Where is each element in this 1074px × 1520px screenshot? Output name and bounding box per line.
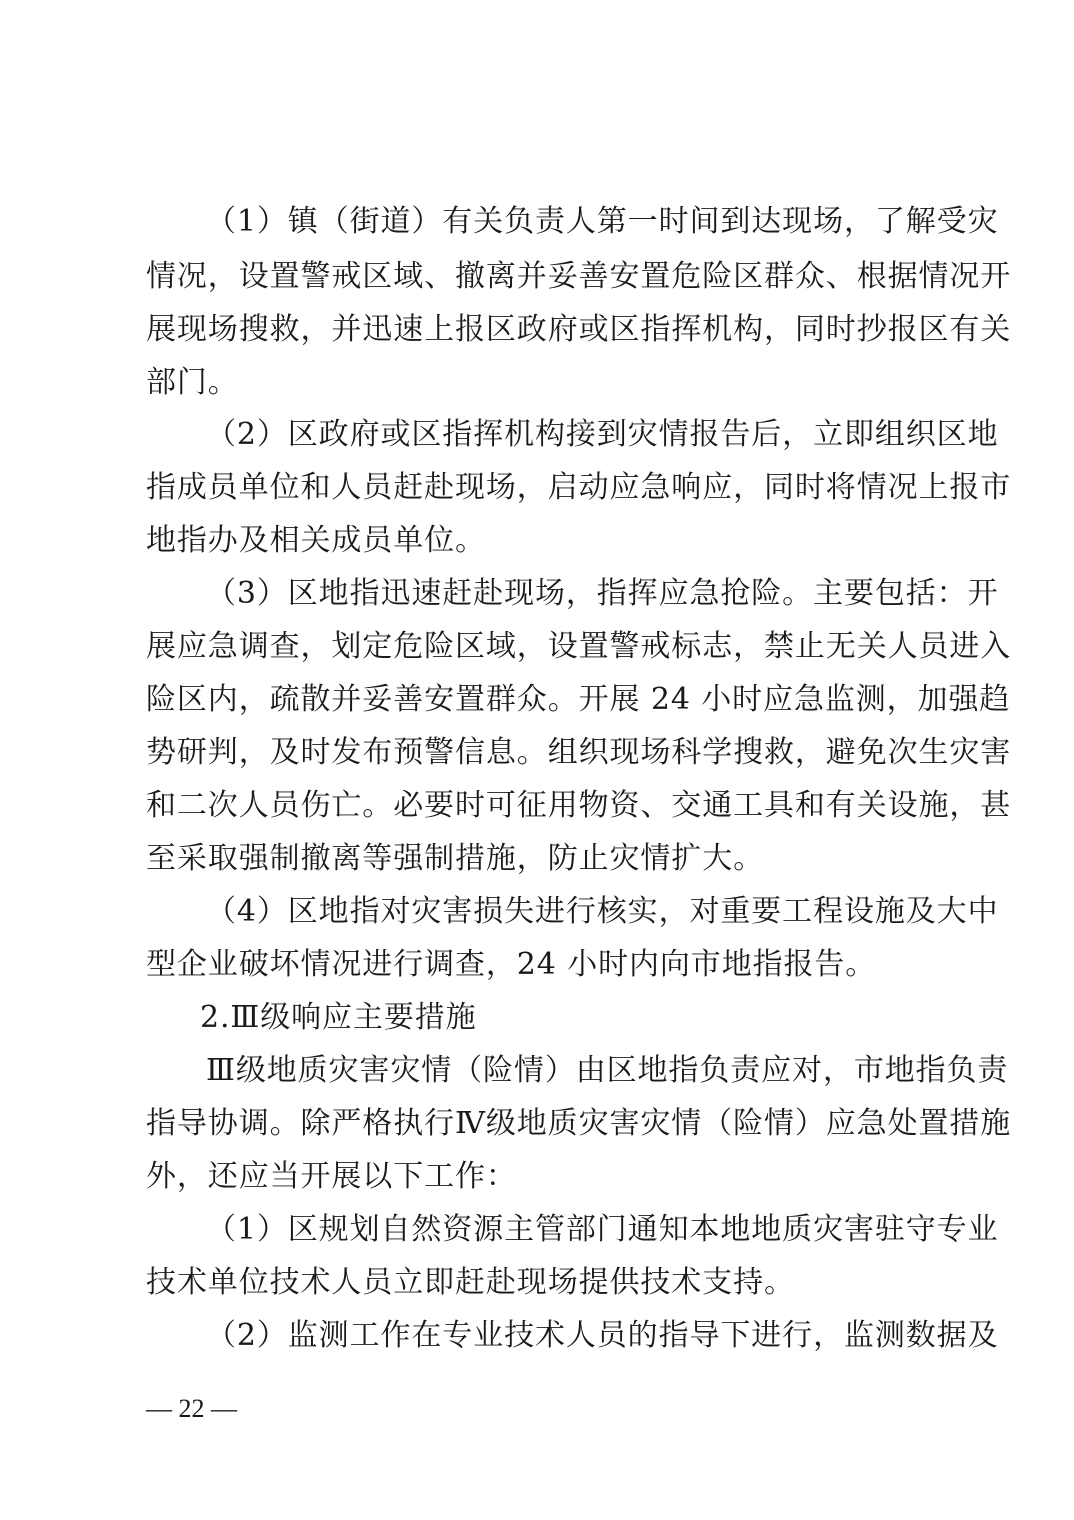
text-line: 技术单位技术人员立即赶赴现场提供技术支持。 <box>146 1265 795 1300</box>
text-line: 情况，设置警戒区域、撤离并妥善安置危险区群众、根据情况开 <box>146 259 1012 294</box>
text-line: （3）区地指迅速赶赴现场，指挥应急抢险。主要包括：开 <box>206 576 999 611</box>
text-line: 外，还应当开展以下工作： <box>146 1159 517 1194</box>
text-line: （1）镇（街道）有关负责人第一时间到达现场，了解受灾 <box>206 204 999 239</box>
text-line: （1）区规划自然资源主管部门通知本地地质灾害驻守专业 <box>206 1212 999 1247</box>
text-line: 势研判，及时发布预警信息。组织现场科学搜救，避免次生灾害 <box>146 735 1012 770</box>
text-line: （2）区政府或区指挥机构接到灾情报告后，立即组织区地 <box>206 417 999 452</box>
text-line: 展现场搜救，并迅速上报区政府或区指挥机构，同时抄报区有关 <box>146 312 1012 347</box>
text-line: 型企业破坏情况进行调查，24 小时内向市地指报告。 <box>146 947 877 982</box>
page-number: — 22 — <box>146 1394 237 1423</box>
text-line: 地指办及相关成员单位。 <box>146 523 486 558</box>
heading-text: 2.Ⅲ级响应主要措施 <box>200 1000 477 1035</box>
text-line: 指导协调。除严格执行Ⅳ级地质灾害灾情（险情）应急处置措施 <box>146 1106 1012 1141</box>
text-line: 指成员单位和人员赶赴现场，启动应急响应，同时将情况上报市 <box>146 470 1012 505</box>
text-line: Ⅲ级地质灾害灾情（险情）由区地指负责应对，市地指负责 <box>206 1053 1009 1088</box>
text-line: 部门。 <box>146 365 239 400</box>
text-line: 险区内，疏散并妥善安置群众。开展 24 小时应急监测，加强趋 <box>146 682 1011 717</box>
text-line: （4）区地指对灾害损失进行核实，对重要工程设施及大中 <box>206 894 999 929</box>
text-line: 展应急调查，划定危险区域，设置警戒标志，禁止无关人员进入 <box>146 629 1012 664</box>
text-line: （2）监测工作在专业技术人员的指导下进行，监测数据及 <box>206 1318 999 1353</box>
text-line: 至采取强制撤离等强制措施，防止灾情扩大。 <box>146 841 764 876</box>
text-line: 和二次人员伤亡。必要时可征用物资、交通工具和有关设施，甚 <box>146 788 1012 823</box>
